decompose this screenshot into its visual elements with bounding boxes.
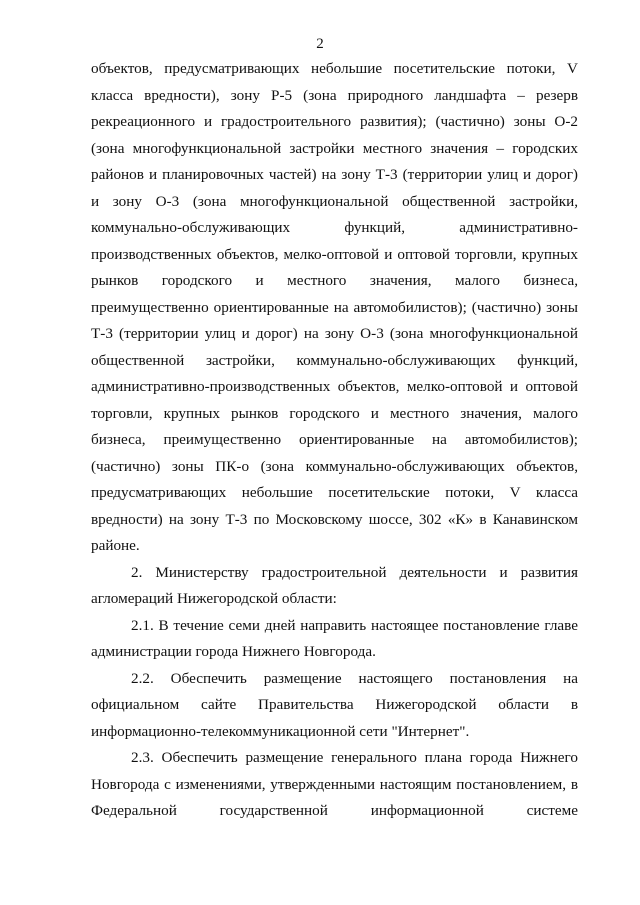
text-line: преимущественно ориентированные на автомобилистов); (частично) зоны bbox=[91, 298, 578, 316]
clause-heading-line: 2.2. Обеспечить размещение настоящего постановления на bbox=[131, 669, 578, 687]
text-line: вредности) на зону Т-3 по Московскому шоссе, 302 «К» в Канавинском bbox=[91, 510, 578, 528]
text-line: официальном сайте Правительства Нижегородской области в bbox=[91, 696, 578, 713]
paragraph-clause-2-1 bbox=[91, 613, 578, 666]
clause-heading-line: 2.1. В течение семи дней направить настоящее постановление главе bbox=[131, 616, 578, 634]
text-line: производственных объектов, мелко-оптовой и оптовой торговли, крупных bbox=[91, 245, 578, 263]
text-line: Новгорода с изменениями, утвержденными настоящим постановлением, в bbox=[91, 775, 578, 793]
document-body bbox=[91, 56, 578, 825]
text-line: торговли, крупных рынков городского и местного значения, малого bbox=[91, 404, 578, 422]
text-line: агломераций Нижегородской области: bbox=[91, 590, 337, 607]
paragraph-zone-changes bbox=[91, 56, 578, 560]
text-line: Т-3 (территории улиц и дорог) на зону О-3 (зона многофункциональной bbox=[91, 325, 578, 342]
text-line: рекреационного и градостроительного развития); (частично) зоны О-2 bbox=[91, 113, 578, 130]
text-line: коммунально-обслуживающих функций, административно- bbox=[91, 219, 578, 236]
text-line: общественной застройки, коммунально-обслуживающих функций, bbox=[91, 351, 578, 369]
paragraph-clause-2-2 bbox=[91, 666, 578, 746]
paragraph-clause-2-3 bbox=[91, 745, 578, 825]
text-line: административно-производственных объектов, мелко-оптовой и оптовой bbox=[91, 378, 578, 395]
text-line: объектов, предусматривающих небольшие посетительские потоки, V bbox=[91, 60, 578, 77]
text-line: бизнеса, преимущественно ориентированные на автомобилистов); bbox=[91, 431, 578, 448]
text-line: (частично) зоны ПК-о (зона коммунально-обслуживающих объектов, bbox=[91, 457, 578, 475]
text-line: рынков городского и местного значения, малого бизнеса, bbox=[91, 272, 578, 289]
paragraph-clause-2 bbox=[91, 560, 578, 613]
clause-heading-line: 2. Министерству градостроительной деятельности и развития bbox=[131, 563, 578, 581]
clause-heading-line: 2.3. Обеспечить размещение генерального плана города Нижнего bbox=[131, 749, 578, 766]
text-line: районе. bbox=[91, 537, 140, 554]
text-line: Федеральной государственной информационной системе bbox=[91, 802, 578, 819]
text-line: информационно-телекоммуникационной сети "Интернет". bbox=[91, 722, 470, 740]
text-line: и зону О-3 (зона многофункциональной общественной застройки, bbox=[91, 192, 578, 210]
text-line: предусматривающих небольшие посетительские потоки, V класса bbox=[91, 484, 578, 501]
text-line: класса вредности), зону Р-5 (зона природного ландшафта – резерв bbox=[91, 86, 578, 104]
page-number: 2 bbox=[316, 36, 324, 52]
text-line: администрации города Нижнего Новгорода. bbox=[91, 643, 376, 660]
text-line: районов и планировочных частей) на зону Т-3 (территории улиц и дорог) bbox=[91, 166, 578, 183]
text-line: (зона многофункциональной застройки местного значения – городских bbox=[91, 139, 578, 157]
